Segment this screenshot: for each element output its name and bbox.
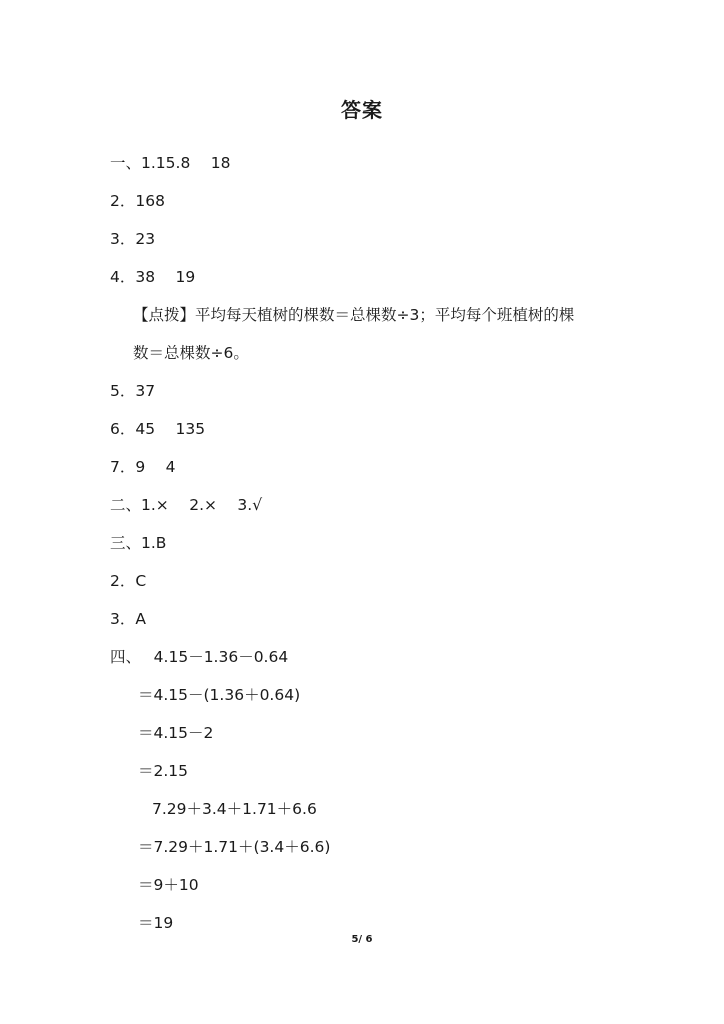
section-3-line-2: 2．C [110, 572, 147, 590]
calc-2-step-2: ＝9＋10 [138, 876, 199, 894]
calc-2-step-3: ＝19 [138, 914, 174, 932]
section-3-line-1: 三、1.B [110, 534, 167, 552]
calc-2-step-1: ＝7.29＋1.71＋(3.4＋6.6) [138, 838, 331, 856]
hint-line-1: 【点拨】平均每天植树的棵数＝总棵数÷3；平均每个班植树的棵 [133, 306, 575, 324]
answer-line-1: 一、1.15.8 18 [110, 154, 231, 172]
section-4-line-1: 四、 4.15－1.36－0.64 [110, 648, 289, 666]
calc-step-3: ＝2.15 [138, 762, 189, 780]
answer-line-7: 7．9 4 [110, 458, 176, 476]
page-number: 5/ 6 [351, 934, 373, 945]
page-title: 答案 [341, 98, 383, 122]
calc-step-1: ＝4.15－(1.36＋0.64) [138, 686, 301, 704]
section-3-line-3: 3．A [110, 610, 146, 628]
answer-line-6: 6．45 135 [110, 420, 206, 438]
answer-line-2: 2．168 [110, 192, 165, 210]
calc-2-expression: 7.29＋3.4＋1.71＋6.6 [152, 800, 317, 818]
section-2-line: 二、1.× 2.× 3.√ [110, 496, 263, 514]
hint-line-2: 数＝总棵数÷6。 [133, 344, 249, 362]
calc-step-2: ＝4.15－2 [138, 724, 214, 742]
answer-line-3: 3．23 [110, 230, 156, 248]
answer-line-4: 4．38 19 [110, 268, 196, 286]
answer-line-5: 5．37 [110, 382, 156, 400]
